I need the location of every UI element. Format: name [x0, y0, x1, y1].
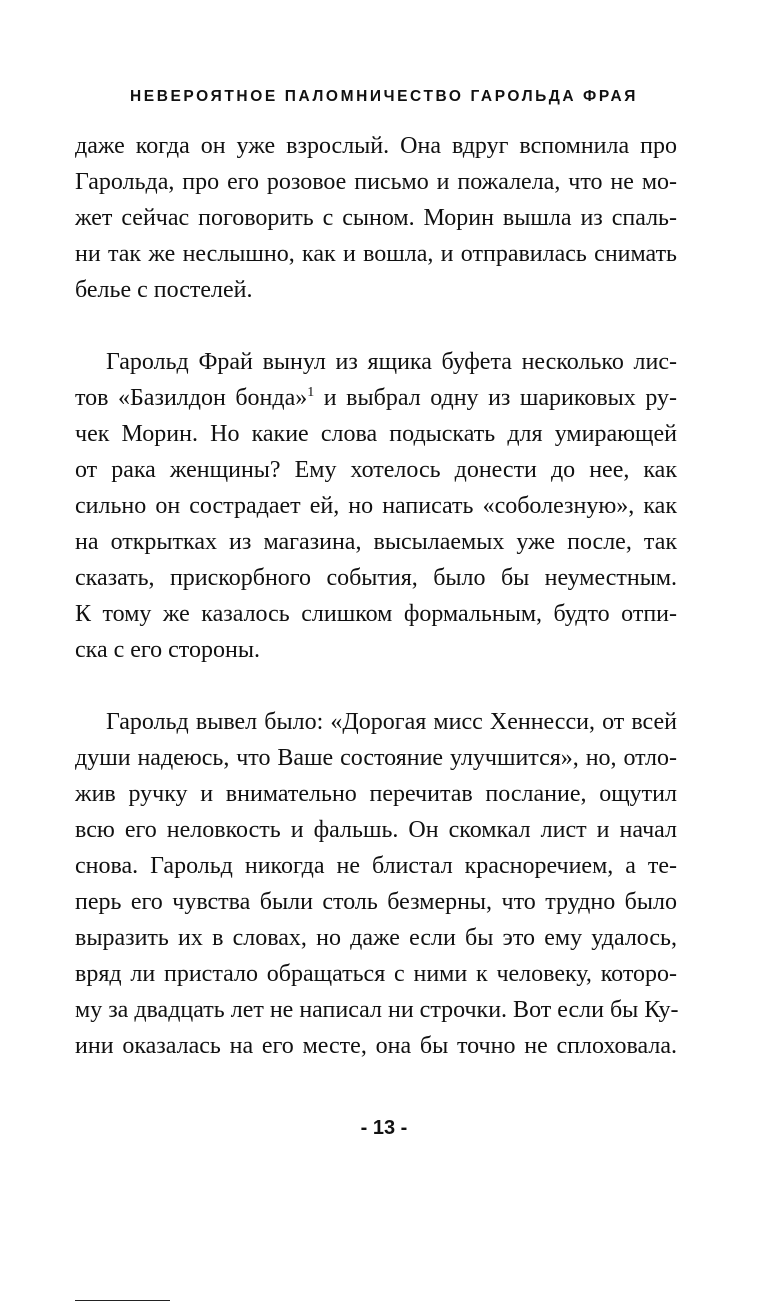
- text-line: всю его неловкость и фальшь. Он скомкал лист и начал: [75, 817, 677, 843]
- text-line: снова. Гарольд никогда не блистал красноречием, а те-: [75, 853, 677, 879]
- text-segment: тов «Базилдон бонда»: [75, 385, 308, 411]
- text-line: чек Морин. Но какие слова подыскать для умирающей: [75, 421, 677, 447]
- text-line: на открытках из магазина, высылаемых уже после, так: [75, 529, 677, 555]
- text-line: Гарольда, про его розовое письмо и пожалела, что не мо-: [75, 169, 677, 195]
- text-line: жет сейчас поговорить с сыном. Морин вышла из спаль-: [75, 205, 677, 231]
- text-line: сказать, прискорбного события, было бы неуместным.: [75, 565, 677, 591]
- text-line: жив ручку и внимательно перечитав послание, ощутил: [75, 781, 677, 807]
- text-line-with-footnote-ref: [75, 383, 677, 413]
- running-title: НЕВЕРОЯТНОЕ ПАЛОМНИЧЕСТВО ГАРОЛЬДА ФРАЯ: [129, 88, 639, 105]
- text-line: белье с постелей.: [75, 277, 253, 303]
- text-line: сильно он сострадает ей, но написать «соболезную», как: [75, 493, 677, 519]
- text-line: Гарольд Фрай вынул из ящика буфета несколько лис-: [106, 349, 677, 375]
- footnote-reference: 1: [307, 385, 315, 400]
- page-number: - 13 -: [360, 1117, 408, 1139]
- text-line: души надеюсь, что Ваше состояние улучшится», но, отло-: [75, 745, 677, 771]
- text-line: вряд ли пристало обращаться с ними к человеку, которо-: [75, 961, 677, 987]
- text-line: перь его чувства были столь безмерны, что трудно было: [75, 889, 677, 915]
- text-segment: и выбрал одну из шариковых ру-: [314, 385, 677, 411]
- text-line: К тому же казалось слишком формальным, будто отпи-: [75, 601, 677, 627]
- text-line: ска с его стороны.: [75, 637, 260, 663]
- text-line: ини оказалась на его месте, она бы точно не сплоховала.: [75, 1033, 677, 1059]
- text-line: даже когда он уже взрослый. Она вдруг вспомнила про: [75, 133, 677, 159]
- text-line: ни так же неслышно, как и вошла, и отправилась снимать: [75, 241, 677, 267]
- text-line: му за двадцать лет не написал ни строчки. Вот если бы Ку-: [75, 997, 679, 1023]
- text-line: от рака женщины? Ему хотелось донести до нее, как: [75, 457, 677, 483]
- text-line: выразить их в словах, но даже если бы это ему удалось,: [75, 925, 677, 951]
- text-line: Гарольд вывел было: «Дорогая мисс Хеннесси, от всей: [106, 709, 677, 735]
